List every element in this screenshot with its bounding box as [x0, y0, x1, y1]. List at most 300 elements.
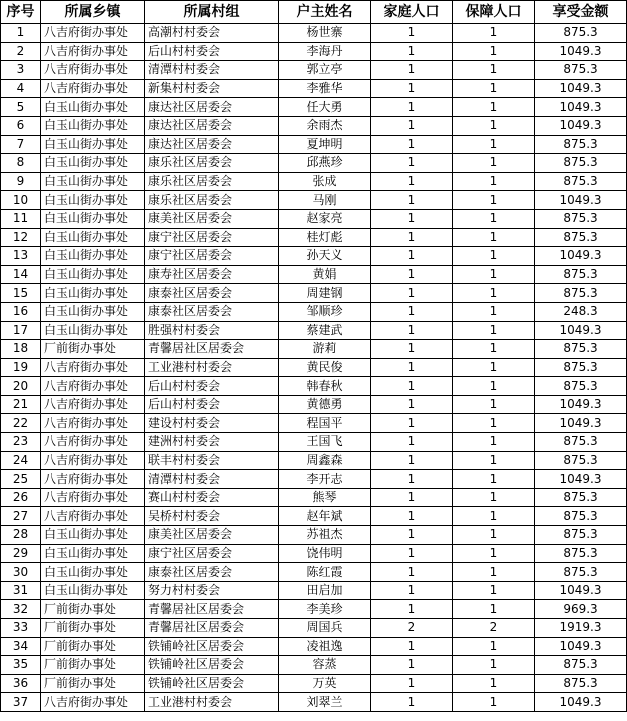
cell-town: 白玉山街办事处	[41, 228, 145, 247]
cell-town: 八吉府街办事处	[41, 42, 145, 61]
table-row	[1, 135, 627, 154]
cell-amount: 875.3	[535, 358, 627, 377]
table-row	[1, 451, 627, 470]
cell-covered-size: 1	[453, 395, 535, 414]
header-town: 所属乡镇	[41, 1, 145, 24]
cell-family-size: 1	[371, 470, 453, 489]
cell-amount: 1049.3	[535, 581, 627, 600]
cell-seq: 1	[1, 24, 41, 43]
cell-householder: 程国平	[279, 414, 371, 433]
cell-amount: 875.3	[535, 135, 627, 154]
cell-amount: 875.3	[535, 265, 627, 284]
cell-family-size: 1	[371, 247, 453, 266]
cell-covered-size: 1	[453, 79, 535, 98]
cell-householder: 周鑫森	[279, 451, 371, 470]
cell-family-size: 1	[371, 656, 453, 675]
cell-householder: 邹顺珍	[279, 302, 371, 321]
cell-village: 清潭村村委会	[145, 61, 279, 80]
cell-amount: 875.3	[535, 61, 627, 80]
table-row	[1, 674, 627, 693]
table-row	[1, 377, 627, 396]
header-family-size: 家庭人口	[371, 1, 453, 24]
cell-family-size: 1	[371, 154, 453, 173]
cell-covered-size: 1	[453, 209, 535, 228]
cell-covered-size: 1	[453, 637, 535, 656]
cell-covered-size: 1	[453, 135, 535, 154]
cell-covered-size: 1	[453, 488, 535, 507]
cell-householder: 熊琴	[279, 488, 371, 507]
cell-seq: 3	[1, 61, 41, 80]
cell-householder: 夏坤明	[279, 135, 371, 154]
cell-village: 康乐社区居委会	[145, 154, 279, 173]
cell-householder: 容蒸	[279, 656, 371, 675]
cell-village: 康宁社区居委会	[145, 247, 279, 266]
table-row	[1, 619, 627, 638]
cell-town: 厂前街办事处	[41, 637, 145, 656]
table-row	[1, 61, 627, 80]
cell-amount: 875.3	[535, 377, 627, 396]
cell-seq: 27	[1, 507, 41, 526]
cell-householder: 蔡建武	[279, 321, 371, 340]
table-row	[1, 358, 627, 377]
cell-town: 八吉府街办事处	[41, 358, 145, 377]
cell-town: 厂前街办事处	[41, 656, 145, 675]
cell-covered-size: 1	[453, 693, 535, 712]
cell-town: 厂前街办事处	[41, 340, 145, 359]
cell-village: 铁铺岭社区居委会	[145, 656, 279, 675]
cell-village: 工业港村村委会	[145, 693, 279, 712]
cell-covered-size: 1	[453, 544, 535, 563]
cell-village: 康达社区居委会	[145, 135, 279, 154]
cell-family-size: 1	[371, 284, 453, 303]
cell-village: 新集村村委会	[145, 79, 279, 98]
cell-town: 白玉山街办事处	[41, 209, 145, 228]
cell-family-size: 1	[371, 135, 453, 154]
table-row	[1, 637, 627, 656]
cell-householder: 李海丹	[279, 42, 371, 61]
cell-covered-size: 1	[453, 61, 535, 80]
cell-family-size: 1	[371, 265, 453, 284]
cell-amount: 875.3	[535, 544, 627, 563]
cell-village: 康泰社区居委会	[145, 284, 279, 303]
table-row	[1, 247, 627, 266]
cell-town: 八吉府街办事处	[41, 470, 145, 489]
cell-town: 八吉府街办事处	[41, 395, 145, 414]
cell-householder: 桂灯彪	[279, 228, 371, 247]
cell-village: 康乐社区居委会	[145, 191, 279, 210]
table-row	[1, 42, 627, 61]
cell-seq: 6	[1, 116, 41, 135]
cell-village: 康寿社区居委会	[145, 265, 279, 284]
cell-amount: 1049.3	[535, 247, 627, 266]
cell-amount: 1049.3	[535, 414, 627, 433]
table-row	[1, 656, 627, 675]
table-row	[1, 563, 627, 582]
cell-householder: 田启加	[279, 581, 371, 600]
cell-village: 努力村村委会	[145, 581, 279, 600]
cell-village: 铁铺岭社区居委会	[145, 637, 279, 656]
cell-householder: 郭立亭	[279, 61, 371, 80]
cell-town: 白玉山街办事处	[41, 302, 145, 321]
table-row	[1, 228, 627, 247]
table-row	[1, 414, 627, 433]
cell-amount: 1049.3	[535, 693, 627, 712]
cell-town: 白玉山街办事处	[41, 191, 145, 210]
cell-town: 白玉山街办事处	[41, 581, 145, 600]
cell-seq: 24	[1, 451, 41, 470]
table-row	[1, 302, 627, 321]
cell-town: 八吉府街办事处	[41, 433, 145, 452]
cell-town: 白玉山街办事处	[41, 247, 145, 266]
cell-family-size: 1	[371, 693, 453, 712]
cell-seq: 28	[1, 526, 41, 545]
cell-covered-size: 1	[453, 42, 535, 61]
cell-householder: 邱燕珍	[279, 154, 371, 173]
header-village: 所属村组	[145, 1, 279, 24]
cell-amount: 1049.3	[535, 470, 627, 489]
cell-amount: 969.3	[535, 600, 627, 619]
cell-covered-size: 1	[453, 377, 535, 396]
cell-householder: 杨世寨	[279, 24, 371, 43]
cell-family-size: 1	[371, 358, 453, 377]
cell-covered-size: 1	[453, 24, 535, 43]
cell-family-size: 1	[371, 377, 453, 396]
cell-householder: 游莉	[279, 340, 371, 359]
cell-householder: 刘翠兰	[279, 693, 371, 712]
cell-covered-size: 1	[453, 302, 535, 321]
table-row	[1, 470, 627, 489]
cell-amount: 1049.3	[535, 42, 627, 61]
cell-seq: 7	[1, 135, 41, 154]
cell-village: 胜强村村委会	[145, 321, 279, 340]
cell-seq: 11	[1, 209, 41, 228]
table-row	[1, 507, 627, 526]
cell-village: 后山村村委会	[145, 42, 279, 61]
cell-amount: 1049.3	[535, 98, 627, 117]
cell-seq: 23	[1, 433, 41, 452]
cell-householder: 李开志	[279, 470, 371, 489]
cell-covered-size: 1	[453, 340, 535, 359]
cell-householder: 赵家亮	[279, 209, 371, 228]
cell-family-size: 1	[371, 600, 453, 619]
cell-amount: 875.3	[535, 24, 627, 43]
cell-family-size: 1	[371, 674, 453, 693]
cell-householder: 黄娟	[279, 265, 371, 284]
cell-family-size: 1	[371, 302, 453, 321]
cell-covered-size: 1	[453, 451, 535, 470]
cell-seq: 25	[1, 470, 41, 489]
cell-town: 白玉山街办事处	[41, 172, 145, 191]
cell-seq: 4	[1, 79, 41, 98]
cell-covered-size: 1	[453, 284, 535, 303]
cell-covered-size: 1	[453, 600, 535, 619]
table-row	[1, 172, 627, 191]
cell-amount: 1049.3	[535, 191, 627, 210]
cell-town: 八吉府街办事处	[41, 488, 145, 507]
cell-householder: 张成	[279, 172, 371, 191]
cell-amount: 875.3	[535, 340, 627, 359]
cell-householder: 苏祖杰	[279, 526, 371, 545]
cell-covered-size: 1	[453, 265, 535, 284]
cell-householder: 余雨杰	[279, 116, 371, 135]
table-row	[1, 581, 627, 600]
cell-family-size: 1	[371, 433, 453, 452]
cell-householder: 孙天义	[279, 247, 371, 266]
table-row	[1, 98, 627, 117]
cell-amount: 875.3	[535, 451, 627, 470]
cell-amount: 1049.3	[535, 395, 627, 414]
table-row	[1, 544, 627, 563]
cell-seq: 37	[1, 693, 41, 712]
cell-town: 白玉山街办事处	[41, 265, 145, 284]
table-row	[1, 284, 627, 303]
cell-town: 白玉山街办事处	[41, 284, 145, 303]
cell-family-size: 1	[371, 414, 453, 433]
cell-covered-size: 1	[453, 172, 535, 191]
cell-village: 联丰村村委会	[145, 451, 279, 470]
cell-seq: 10	[1, 191, 41, 210]
cell-town: 白玉山街办事处	[41, 563, 145, 582]
header-seq: 序号	[1, 1, 41, 24]
cell-seq: 26	[1, 488, 41, 507]
cell-amount: 248.3	[535, 302, 627, 321]
cell-amount: 1049.3	[535, 79, 627, 98]
cell-covered-size: 1	[453, 656, 535, 675]
cell-village: 建设村村委会	[145, 414, 279, 433]
cell-covered-size: 1	[453, 581, 535, 600]
cell-covered-size: 1	[453, 191, 535, 210]
cell-family-size: 1	[371, 42, 453, 61]
cell-village: 高潮村村委会	[145, 24, 279, 43]
cell-seq: 12	[1, 228, 41, 247]
cell-family-size: 1	[371, 637, 453, 656]
table-row	[1, 433, 627, 452]
cell-householder: 饶伟明	[279, 544, 371, 563]
cell-town: 八吉府街办事处	[41, 79, 145, 98]
cell-covered-size: 1	[453, 247, 535, 266]
cell-householder: 赵年斌	[279, 507, 371, 526]
header-covered-size: 保障人口	[453, 1, 535, 24]
cell-family-size: 1	[371, 79, 453, 98]
cell-family-size: 1	[371, 488, 453, 507]
table-row	[1, 79, 627, 98]
cell-town: 八吉府街办事处	[41, 693, 145, 712]
table-row	[1, 488, 627, 507]
cell-seq: 34	[1, 637, 41, 656]
cell-town: 白玉山街办事处	[41, 116, 145, 135]
cell-village: 康乐社区居委会	[145, 172, 279, 191]
cell-town: 八吉府街办事处	[41, 414, 145, 433]
header-row	[1, 1, 627, 24]
cell-family-size: 1	[371, 98, 453, 117]
cell-family-size: 1	[371, 116, 453, 135]
table-row	[1, 154, 627, 173]
cell-householder: 万英	[279, 674, 371, 693]
table-row	[1, 321, 627, 340]
cell-village: 工业港村村委会	[145, 358, 279, 377]
cell-town: 八吉府街办事处	[41, 451, 145, 470]
cell-village: 青馨居社区居委会	[145, 619, 279, 638]
cell-covered-size: 1	[453, 470, 535, 489]
table-row	[1, 265, 627, 284]
cell-family-size: 1	[371, 209, 453, 228]
cell-village: 铁铺岭社区居委会	[145, 674, 279, 693]
cell-family-size: 1	[371, 507, 453, 526]
cell-village: 吴桥村村委会	[145, 507, 279, 526]
cell-seq: 35	[1, 656, 41, 675]
cell-village: 建洲村村委会	[145, 433, 279, 452]
cell-amount: 875.3	[535, 154, 627, 173]
cell-seq: 31	[1, 581, 41, 600]
cell-village: 康美社区居委会	[145, 526, 279, 545]
cell-family-size: 1	[371, 191, 453, 210]
cell-family-size: 1	[371, 172, 453, 191]
table-row	[1, 395, 627, 414]
cell-householder: 王国飞	[279, 433, 371, 452]
header-amount: 享受金额	[535, 1, 627, 24]
cell-amount: 1049.3	[535, 321, 627, 340]
cell-seq: 21	[1, 395, 41, 414]
cell-family-size: 1	[371, 563, 453, 582]
cell-seq: 9	[1, 172, 41, 191]
cell-seq: 13	[1, 247, 41, 266]
cell-seq: 15	[1, 284, 41, 303]
cell-family-size: 1	[371, 526, 453, 545]
cell-village: 康泰社区居委会	[145, 302, 279, 321]
cell-amount: 1049.3	[535, 116, 627, 135]
cell-town: 厂前街办事处	[41, 674, 145, 693]
cell-seq: 19	[1, 358, 41, 377]
cell-amount: 1919.3	[535, 619, 627, 638]
cell-town: 白玉山街办事处	[41, 321, 145, 340]
table-row	[1, 24, 627, 43]
cell-householder: 黄德勇	[279, 395, 371, 414]
cell-covered-size: 1	[453, 563, 535, 582]
cell-seq: 29	[1, 544, 41, 563]
cell-amount: 875.3	[535, 656, 627, 675]
cell-family-size: 1	[371, 340, 453, 359]
cell-householder: 任大勇	[279, 98, 371, 117]
cell-amount: 875.3	[535, 674, 627, 693]
cell-seq: 30	[1, 563, 41, 582]
cell-family-size: 1	[371, 451, 453, 470]
cell-seq: 22	[1, 414, 41, 433]
cell-town: 白玉山街办事处	[41, 526, 145, 545]
cell-family-size: 1	[371, 395, 453, 414]
table-row	[1, 693, 627, 712]
cell-seq: 8	[1, 154, 41, 173]
cell-seq: 18	[1, 340, 41, 359]
cell-seq: 33	[1, 619, 41, 638]
table-row	[1, 526, 627, 545]
cell-village: 康宁社区居委会	[145, 544, 279, 563]
cell-amount: 875.3	[535, 526, 627, 545]
header-householder: 户主姓名	[279, 1, 371, 24]
cell-family-size: 1	[371, 581, 453, 600]
cell-village: 赛山村村委会	[145, 488, 279, 507]
cell-seq: 32	[1, 600, 41, 619]
cell-village: 后山村村委会	[145, 377, 279, 396]
cell-covered-size: 1	[453, 358, 535, 377]
cell-householder: 周建钢	[279, 284, 371, 303]
cell-village: 康美社区居委会	[145, 209, 279, 228]
cell-seq: 2	[1, 42, 41, 61]
cell-family-size: 1	[371, 24, 453, 43]
cell-amount: 875.3	[535, 209, 627, 228]
cell-family-size: 1	[371, 228, 453, 247]
cell-village: 康宁社区居委会	[145, 228, 279, 247]
cell-town: 八吉府街办事处	[41, 507, 145, 526]
cell-village: 康泰社区居委会	[145, 563, 279, 582]
cell-seq: 16	[1, 302, 41, 321]
cell-covered-size: 1	[453, 154, 535, 173]
table-body	[1, 24, 627, 712]
cell-family-size: 1	[371, 544, 453, 563]
cell-amount: 875.3	[535, 172, 627, 191]
cell-covered-size: 1	[453, 507, 535, 526]
cell-householder: 凌祖逸	[279, 637, 371, 656]
cell-family-size: 1	[371, 321, 453, 340]
table-row	[1, 340, 627, 359]
cell-amount: 875.3	[535, 488, 627, 507]
cell-amount: 875.3	[535, 433, 627, 452]
cell-seq: 14	[1, 265, 41, 284]
table-row	[1, 191, 627, 210]
cell-family-size: 1	[371, 61, 453, 80]
cell-amount: 1049.3	[535, 637, 627, 656]
cell-village: 清潭村村委会	[145, 470, 279, 489]
cell-covered-size: 1	[453, 98, 535, 117]
cell-covered-size: 1	[453, 414, 535, 433]
cell-householder: 黄民俊	[279, 358, 371, 377]
cell-householder: 李雅华	[279, 79, 371, 98]
cell-village: 后山村村委会	[145, 395, 279, 414]
cell-seq: 20	[1, 377, 41, 396]
cell-village: 青馨居社区居委会	[145, 340, 279, 359]
cell-amount: 875.3	[535, 507, 627, 526]
cell-seq: 5	[1, 98, 41, 117]
cell-town: 厂前街办事处	[41, 619, 145, 638]
cell-seq: 17	[1, 321, 41, 340]
cell-village: 青馨居社区居委会	[145, 600, 279, 619]
cell-covered-size: 1	[453, 321, 535, 340]
cell-village: 康达社区居委会	[145, 116, 279, 135]
cell-town: 白玉山街办事处	[41, 98, 145, 117]
cell-amount: 875.3	[535, 563, 627, 582]
cell-amount: 875.3	[535, 228, 627, 247]
cell-town: 八吉府街办事处	[41, 24, 145, 43]
cell-covered-size: 1	[453, 116, 535, 135]
cell-householder: 马刚	[279, 191, 371, 210]
cell-householder: 周国兵	[279, 619, 371, 638]
cell-covered-size: 1	[453, 674, 535, 693]
cell-covered-size: 1	[453, 433, 535, 452]
cell-village: 康达社区居委会	[145, 98, 279, 117]
cell-seq: 36	[1, 674, 41, 693]
cell-town: 八吉府街办事处	[41, 377, 145, 396]
cell-householder: 李美珍	[279, 600, 371, 619]
cell-covered-size: 1	[453, 228, 535, 247]
table-row	[1, 600, 627, 619]
cell-family-size: 2	[371, 619, 453, 638]
cell-town: 白玉山街办事处	[41, 544, 145, 563]
cell-covered-size: 1	[453, 526, 535, 545]
table-row	[1, 116, 627, 135]
table-row	[1, 209, 627, 228]
cell-covered-size: 2	[453, 619, 535, 638]
cell-town: 白玉山街办事处	[41, 135, 145, 154]
cell-householder: 陈红霞	[279, 563, 371, 582]
